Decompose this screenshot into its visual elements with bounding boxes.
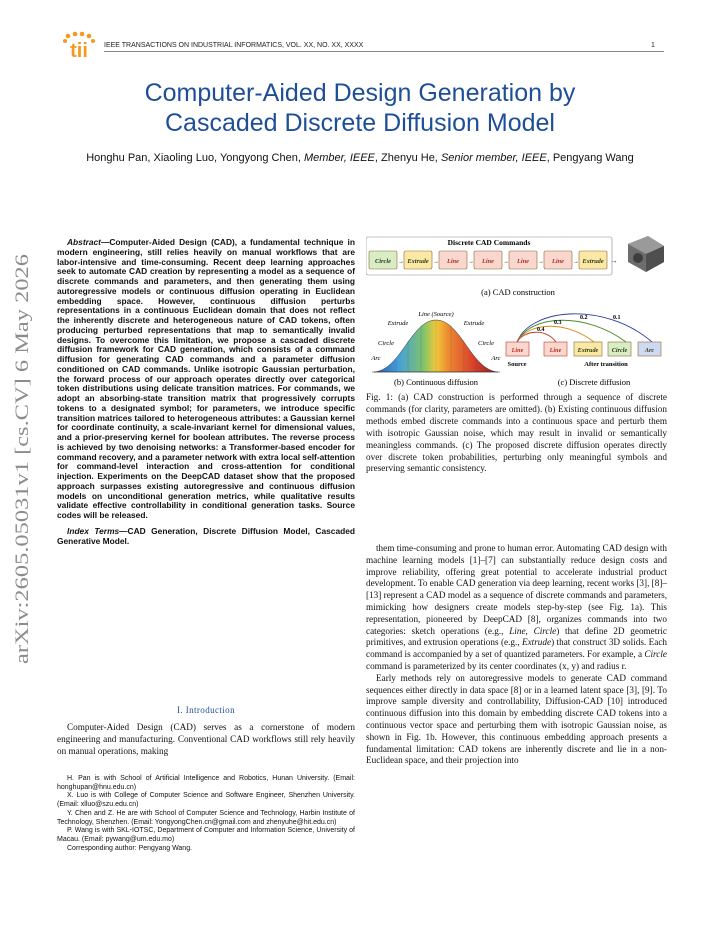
page-number: 1	[651, 42, 655, 49]
header-rule	[104, 51, 664, 52]
logo-text: tii	[70, 40, 88, 60]
running-header: IEEE TRANSACTIONS ON INDUSTRIAL INFORMATICS, VOL. XX, NO. XX, XXXX	[104, 42, 364, 49]
chain-arrow-icon: →	[468, 259, 474, 265]
chain-arrow-icon: →	[503, 259, 509, 265]
footnote-2: X. Luo is with College of Computer Science and Software Engineer, Shenzhen University. (Email: xlluo@szu.edu.cn)	[57, 792, 355, 809]
cad-part-icon	[628, 236, 664, 272]
authors-part-1: Honghu Pan, Xiaoling Luo, Yongyong Chen,	[86, 152, 304, 164]
abstract-label: Abstract	[67, 237, 101, 247]
c-after-label: After transition	[584, 361, 628, 368]
c-token-label: Circle	[611, 347, 628, 354]
chain-token-label: Line	[551, 258, 565, 265]
right-paragraph-1: them time-consuming and prone to human error. Automating CAD design with machine learning models [1]–[7] can substantially reduce design costs and improve reliability, offering great potential to accelerate industrial product development. To enable CAD generation via deep learning, recent works [3], [8]–[13] represent a CAD model as a sequence of discrete commands and parameters, mimicking how designers create models step-by-step (see Fig. 1a). This representation, pioneered by DeepCAD [8], organizes commands into two categories: sketch operations (e.g., Line, Circle) that define 2D geometric primitives, and extrusion operations (e.g., Extrude) that construct 3D solids. Each command is accompanied by a set of quantized parameters. For example, a Circle command is parameterized by its center coordinates (x, y) and radius r.	[366, 543, 667, 671]
footnote-3: Y. Chen and Z. He are with School of Computer Science and Technology, Harbin Institute of Technology, Shenzhen. (Email: YongyongChen.cn@gmail.com and zhenyuhe@hit.edu.cn)	[57, 809, 355, 826]
prob-0: 0.4	[537, 327, 545, 333]
chain-token-label: Circle	[375, 258, 391, 265]
index-terms-label: Index Terms	[67, 525, 120, 536]
b-label-extrude-left: Extrude	[387, 320, 409, 327]
title-line-2: Cascaded Discrete Diffusion Model	[164, 109, 555, 137]
abstract	[57, 238, 355, 552]
subcaption-a: (a) CAD construction	[481, 287, 555, 297]
b-label-circle-right: Circle	[477, 340, 495, 347]
section-title: I. Introduction	[177, 705, 235, 715]
b-label-circle-left: Circle	[377, 340, 395, 347]
subcaption-b: (b) Continuous diffusion	[394, 377, 478, 387]
footnote-4: P. Wang is with SKL-IOTSC, Department of Computer and Information Science, University of Macau. (Email: pywang@um.edu.mo)	[57, 827, 355, 843]
chain-token-label: Extrude	[407, 258, 429, 265]
arxiv-stamp-container	[6, 250, 36, 670]
chain-arrow-icon: →	[433, 259, 439, 265]
intro-text: Computer-Aided Design (CAD) serves as a cornerstone of modern engineering and manufacturing. Conventional CAD workflows still rely heavily on manual operations, making	[57, 722, 355, 756]
authors-part-3: , Pengyang Wang	[546, 152, 634, 164]
journal-logo	[60, 30, 98, 60]
chain-token-label: Line	[516, 258, 530, 265]
chain-output-arrow-icon: →	[610, 256, 618, 265]
c-token-label: Arc	[644, 347, 655, 354]
paper-title	[60, 78, 660, 138]
chain-token-label: Line	[446, 258, 460, 265]
authors-part-2: , Zhenyu He,	[374, 152, 441, 164]
arxiv-stamp: arXiv:2605.05031v1 [cs.CV] 6 May 2026	[12, 345, 33, 664]
figure-caption: Fig. 1: (a) CAD construction is performed through a sequence of discrete commands (for clarity, parameters are omitted). (b) Existing continuous diffusion methods embed discrete commands into a continuous space and perturb them with isotropic Gaussian noise, which may result in invalid or semantically meaningless commands. (c) The proposed discrete diffusion operates directly over discrete token probabilities, perturbing only meaningful symbols and preserving semantic consistency.	[366, 392, 667, 474]
prob-1: 0.3	[554, 320, 562, 326]
tii-logo-icon	[60, 30, 98, 60]
intro-paragraph	[57, 722, 355, 758]
subcaption-c: (c) Discrete diffusion	[557, 377, 631, 387]
chain-arrow-icon: →	[538, 259, 544, 265]
c-token-label: Line	[511, 347, 524, 354]
c-source-label: Source	[507, 361, 527, 368]
b-label-extrude-right: Extrude	[463, 320, 485, 327]
index-terms-text: —CAD Generation, Discrete Diffusion Model, Cascaded Generative Model.	[57, 525, 355, 546]
figure-1	[366, 232, 671, 392]
b-label-arc-right: Arc	[491, 355, 501, 362]
b-label-source: Line (Source)	[418, 311, 454, 318]
chain-token-label: Line	[481, 258, 495, 265]
chain-arrow-icon: →	[573, 259, 579, 265]
right-paragraph-2: Early methods rely on autoregressive models to generate CAD command sequences either directly in data space [8] or in a learned latent space [3], [9]. To improve sample diversity and controllability, Diffusion-CAD [10] introduced continuous diffusion into this domain by embedding discrete CAD tokens into a continuous vector space and perturbing them with isotropic Gaussian noise, as shown in Fig. 1b. However, this continuous embedding approach presents a fundamental limitation: CAD tokens are inherently discrete and lie in a non-Euclidean space, and their projection into	[366, 672, 667, 766]
prob-3: 0.1	[613, 315, 621, 321]
abstract-text: —Computer-Aided Design (CAD), a fundamental technique in modern engineering, still relies heavily on manual workflows that are labor-intensive and time-consuming. Recent deep learning approaches seek to automate CAD creation by representing a model as a sequence of discrete commands and parameters, and then generating them using autoregressive models or continuous diffusion operating in Euclidean embedding space. However, continuous diffusion perturbs representations in a continuous Euclidean domain that does not reflect the inherently discrete and heterogeneous nature of CAD tokens, often producing perturbed representations that map to semantically invalid designs. To overcome this limitation, we propose a cascaded discrete diffusion framework for CAD generation, which consists of a command diffusion for generating CAD commands and a parameter diffusion conditioned on CAD commands. Unlike isotropic Gaussian perturbation, the forward process of our approach operates directly over categorical token distributions using delicate transition matrices. For commands, we adopt an absorbing-state transition matrix that progressively corrupts tokens to a designated symbol; for parameters, we introduce specific transition matrices tailored to heterogeneous attributes: a Gaussian kernel for coordinate continuity, a scale-invariant kernel for dimensional values, and a prior-preserving kernel for boolean attributes. The reverse process is achieved by two denoising networks: a Transformer-based encoder for command recovery, and a parameter network with extra local self-attention for command-level interaction and cross-attention for conditional injection. Experiments on the DeepCAD dataset show that the proposed approach surpasses existing autoregressive and continuous diffusion models on unconditional generation metrics, while qualitative results validate effective controllability in conditional generation tasks. Source codes will be released.	[57, 237, 355, 520]
author-list	[55, 151, 665, 165]
prob-2: 0.2	[580, 315, 588, 321]
c-token-label: Line	[549, 347, 562, 354]
right-column-body	[366, 543, 667, 767]
footnotes	[57, 775, 355, 853]
c-token-label: Extrude	[577, 347, 599, 354]
footnote-1: H. Pan is with School of Artificial Intelligence and Robotics, Hunan University. (Email: honghupan@hnu.edu.cn)	[57, 775, 355, 791]
title-line-1: Computer-Aided Design Generation by	[144, 79, 576, 107]
footnote-5: Corresponding author: Pengyang Wang.	[67, 844, 193, 852]
figure-top-title: Discrete CAD Commands	[447, 238, 531, 247]
discrete-diffusion-diagram	[506, 314, 661, 368]
continuous-diffusion-diagram	[370, 311, 500, 372]
chain-token-label: Extrude	[582, 258, 604, 265]
authors-member: Member, IEEE	[303, 152, 375, 164]
chain-arrow-icon: →	[398, 259, 404, 265]
b-label-arc-left: Arc	[371, 355, 381, 362]
authors-senior: Senior member, IEEE	[440, 152, 547, 164]
